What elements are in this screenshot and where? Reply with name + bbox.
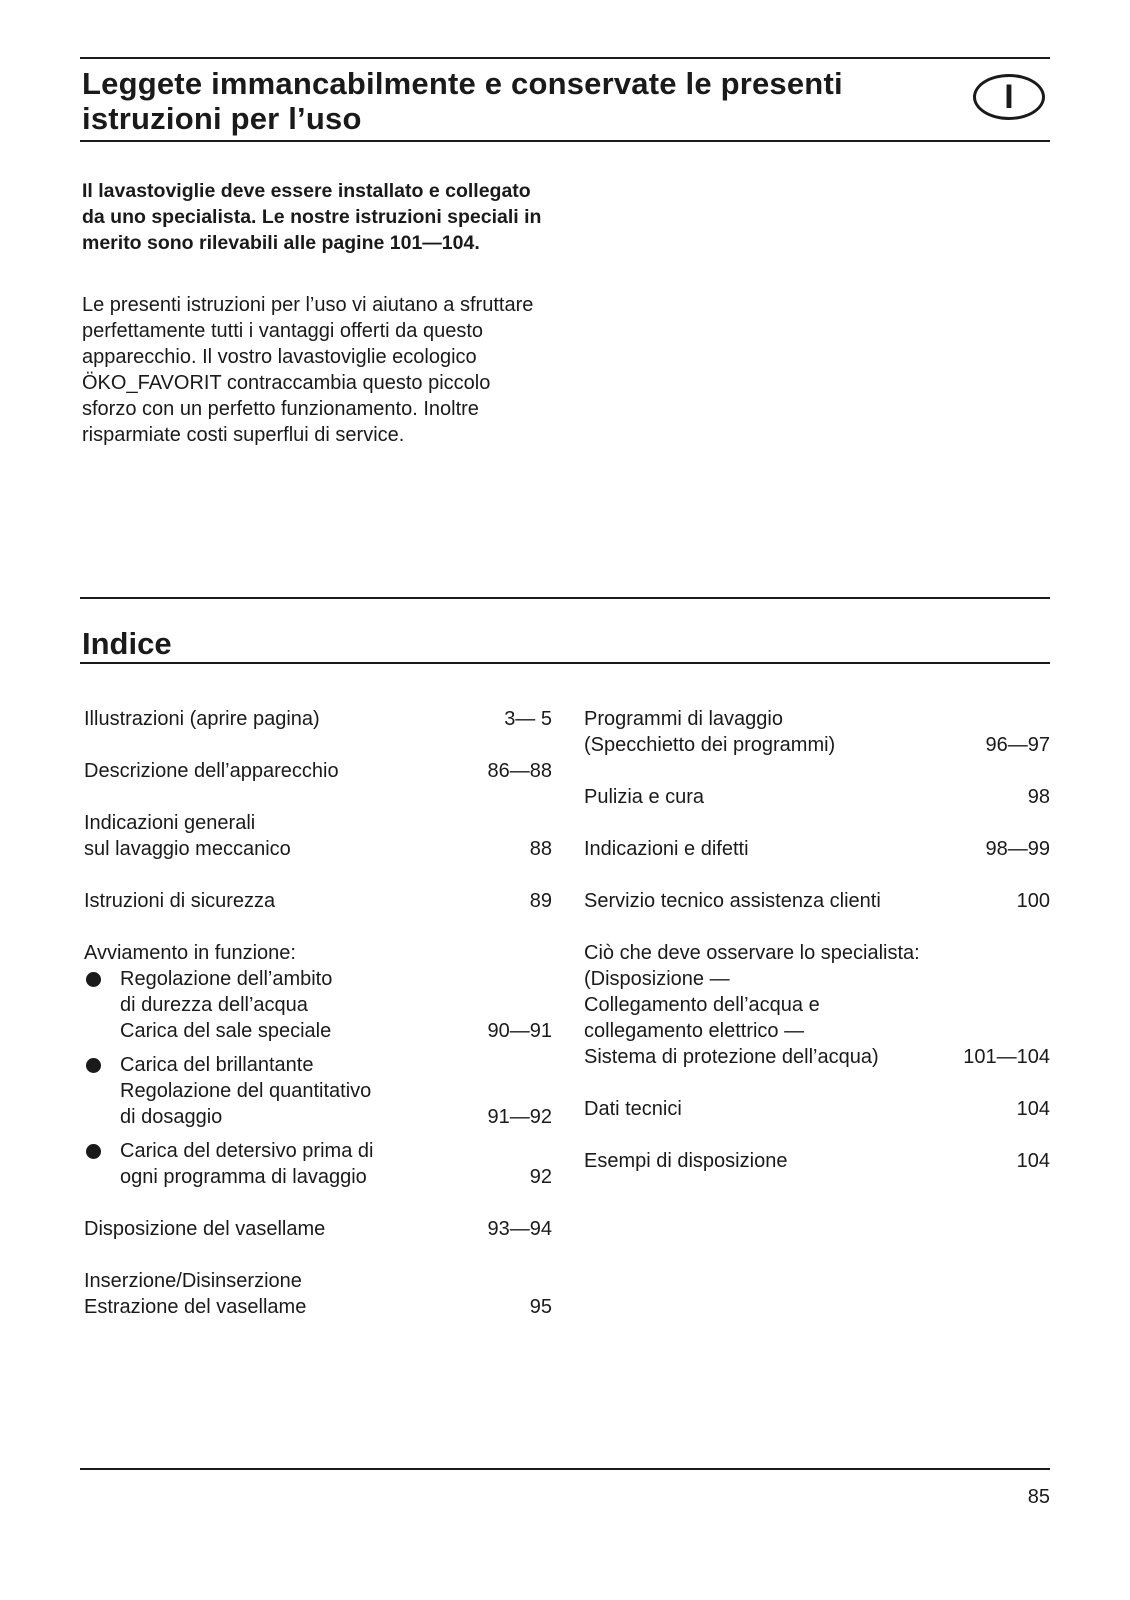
toc-entry [584,1148,1050,1174]
language-badge-letter: I [1004,77,1014,116]
language-badge [973,74,1045,120]
page-heading [82,66,843,136]
top-rule [80,57,1050,59]
footer-rule [80,1468,1050,1470]
toc-entry [84,810,552,862]
toc-entry-label: Pulizia e cura [584,786,705,808]
toc-entry [584,888,1050,914]
toc-entry [84,758,552,784]
toc-bullet-entry [84,966,552,1044]
bullet-icon [86,1058,101,1073]
toc-entry [584,784,1050,810]
toc-entry-label: Dati tecnici [584,1098,682,1120]
heading-line-2: istruzioni per l’uso [82,101,362,136]
toc-entry-page: 91—92 [487,1106,552,1128]
toc-entry-label: Ciò che deve osservare lo specialista: (Disposizione — Collegamento dell’acqua e collegamento elettrico — Sistema di protezione dell’acqua) [584,942,920,1068]
installation-notice: Il lavastoviglie deve essere installato e collegato da uno specialista. Le nostre istruzioni speciali in merito sono rilevabili alle pagine 101—104. [82,180,542,254]
intro-paragraph: Le presenti istruzioni per l’uso vi aiutano a sfruttare perfettamente tutti i vantaggi offerti da questo apparecchio. Il vostro lavastoviglie ecologico ÖKO_FAVORIT contraccambia questo piccolo sforzo con un perfetto funzionamento. Inoltre risparmiate costi superflui di service. [82,294,534,446]
toc-bullet-entry [84,1052,552,1130]
toc-entry [584,836,1050,862]
toc-entry [84,1216,552,1242]
toc-entry-label: Regolazione dell’ambito di durezza dell’acqua Carica del sale speciale [120,968,333,1042]
heading-line-1: Leggete immancabilmente e conservate le presenti [82,66,843,101]
toc-entry-label: Indicazioni generali sul lavaggio meccanico [84,812,291,860]
toc-entry-page: 98—99 [985,838,1050,860]
toc-entry-page: 101—104 [963,1046,1050,1068]
toc-entry-page: 100 [1016,890,1050,912]
toc-entry-page: 89 [529,890,552,912]
toc-entry-page: 88 [529,838,552,860]
toc-entry-page: 98 [1027,786,1050,808]
toc-entry [84,706,552,732]
page-number: 85 [1027,1486,1050,1508]
toc-group [84,940,552,1190]
toc-entry [584,1096,1050,1122]
toc-entry-label: Servizio tecnico assistenza clienti [584,890,881,912]
toc-entry-page: 104 [1016,1098,1050,1120]
toc-entry-page: 93—94 [487,1218,552,1240]
bullet-icon [86,1144,101,1159]
index-right-column [584,706,1050,1200]
toc-entry-label: Indicazioni e difetti [584,838,749,860]
toc-bullet-entry [84,1138,552,1190]
toc-entry-page: 90—91 [487,1020,552,1042]
toc-entry [84,1268,552,1320]
toc-entry [584,940,1050,1070]
toc-entry-page: 86—88 [487,760,552,782]
toc-entry-page: 96—97 [985,734,1050,756]
toc-entry-label: Esempi di disposizione [584,1150,788,1172]
index-top-rule [80,597,1050,599]
toc-entry [584,706,1050,758]
heading-rule [80,140,1050,142]
toc-group-label: Avviamento in funzione: [84,942,296,964]
toc-entry-label: Disposizione del vasellame [84,1218,326,1240]
toc-entry-page: 3— 5 [504,708,552,730]
toc-entry-label: Illustrazioni (aprire pagina) [84,708,320,730]
toc-entry [84,888,552,914]
toc-entry-page: 92 [529,1166,552,1188]
toc-entry-page: 104 [1016,1150,1050,1172]
toc-entry-label: Inserzione/Disinserzione Estrazione del vasellame [84,1270,307,1318]
bullet-icon [86,972,101,987]
toc-entry-page: 95 [529,1296,552,1318]
toc-entry-label: Carica del detersivo prima di ogni programma di lavaggio [120,1140,374,1188]
index-title: Indice [82,626,172,661]
toc-entry-label: Descrizione dell’apparecchio [84,760,339,782]
toc-entry-label: Istruzioni di sicurezza [84,890,276,912]
toc-entry-label: Carica del brillantante Regolazione del quantitativo di dosaggio [120,1054,372,1128]
toc-entry-label: Programmi di lavaggio (Specchietto dei programmi) [584,708,836,756]
index-bottom-rule [80,662,1050,664]
index-left-column [84,706,552,1346]
